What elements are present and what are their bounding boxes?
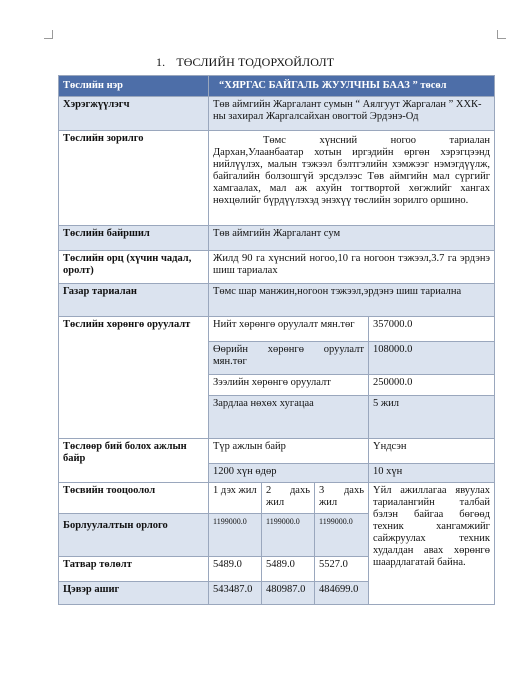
investment-item-value: 357000.0 — [369, 317, 495, 342]
land-label: Газар тариалан — [59, 284, 209, 317]
investment-item-name: Зардлаа нөхөх хугацаа — [209, 396, 369, 439]
profit-value-2: 480987.0 — [262, 582, 315, 605]
calc-note: Үйл ажиллагаа явуулах тариалангийн талбай бэлэн байгаа бөгөөд техник хангамжийг сайжруулах техник худалдан авах хөрөнгө шаардлагатай байна. — [369, 483, 495, 605]
investment-item-value: 5 жил — [369, 396, 495, 439]
project-summary-table — [58, 75, 495, 605]
calc-label: Төсвийн тооцоолол — [59, 483, 209, 514]
scope-value: Жилд 90 га хүнсний ногоо,10 га ногоон тэжээл,3.7 га эрдэнэ шиш тариалах — [209, 251, 495, 284]
section-heading — [156, 55, 334, 70]
page-corner-mark-left — [44, 30, 53, 39]
profit-label: Цэвэр ашиг — [59, 582, 209, 605]
investment-item-value: 108000.0 — [369, 342, 495, 375]
calc-year-3: 3 дахь жил — [315, 483, 369, 514]
table-row-land — [59, 284, 495, 317]
table-row-customer — [59, 97, 495, 131]
heading-number: 1. — [156, 55, 166, 69]
tax-value-1: 5489.0 — [209, 557, 262, 582]
sales-value-2: 1199000.0 — [262, 514, 315, 557]
jobs-item-name: 1200 хүн өдөр — [209, 464, 369, 483]
calc-year-2: 2 дахь жил — [262, 483, 315, 514]
jobs-item-value: Үндсэн — [369, 439, 495, 464]
sales-value-3: 1199000.0 — [315, 514, 369, 557]
investment-item-name: Нийт хөрөнгө оруулалт мян.төг — [209, 317, 369, 342]
profit-value-1: 543487.0 — [209, 582, 262, 605]
location-label: Төслийн байршил — [59, 226, 209, 251]
tax-label: Татвар төлөлт — [59, 557, 209, 582]
investment-item-name: Өөрийн хөрөнгө оруулалт мян.төг — [209, 342, 369, 375]
customer-label: Хэрэгжүүлэгч — [59, 97, 209, 131]
customer-value: Төв аймгийн Жаргалант сумын “ Аялгуут Жаргалан ” ХХК-ны захирал Жаргалсайхан овогтой Эрдэнэ-Од — [209, 97, 495, 131]
scope-label: Төслийн орц (хүчин чадал, оролт) — [59, 251, 209, 284]
header-value: “ХЯРГАС БАЙГАЛЬ ЖУУЛЧНЫ БААЗ ” төсөл — [209, 76, 495, 97]
investment-label: Төслийн хөрөнгө оруулалт — [59, 317, 209, 439]
table-row-scope — [59, 251, 495, 284]
jobs-label: Төслөөр бий болох ажлын байр — [59, 439, 209, 483]
heading-title: ТӨСЛИЙН ТОДОРХОЙЛОЛТ — [176, 55, 335, 69]
table-header-row — [59, 76, 495, 97]
land-value: Төмс шар манжин,ногоон тэжээл,эрдэнэ шиш тариална — [209, 284, 495, 317]
investment-item-name: Зээлийн хөрөнгө оруулалт — [209, 375, 369, 396]
goal-label: Төслийн зорилго — [59, 131, 209, 226]
jobs-item-value: 10 хүн — [369, 464, 495, 483]
jobs-item-name: Түр ажлын байр — [209, 439, 369, 464]
table-row-jobs-1 — [59, 439, 495, 464]
tax-value-3: 5527.0 — [315, 557, 369, 582]
location-value: Төв аймгийн Жаргалант сум — [209, 226, 495, 251]
goal-value: Төмс хүнсний ногоо тариалан Дархан,Улаанбаатар хотын иргэдийн өргөн хэрэгцээнд нийлүүлэх, малын тэжээл бэлтгэлийн хэмжээг нэмэгдүүлж, байгалийн болзошгүй эрсдэлээс Төв аймгийн мал сүргийг хамгаалах, мал аж ахуйн тогтвортой хөгжлийг хангах нөхцөлийг бүрдүүлэхэд энэхүү төслийн зорилго оршино. — [209, 131, 495, 226]
header-label: Төслийн нэр — [59, 76, 209, 97]
sales-value-1: 1199000.0 — [209, 514, 262, 557]
investment-item-value: 250000.0 — [369, 375, 495, 396]
calc-year-1: 1 дэх жил — [209, 483, 262, 514]
sales-label: Борлуулалтын орлого — [59, 514, 209, 557]
table-row-goal — [59, 131, 495, 226]
profit-value-3: 484699.0 — [315, 582, 369, 605]
tax-value-2: 5489.0 — [262, 557, 315, 582]
table-row-location — [59, 226, 495, 251]
page-corner-mark-right — [497, 30, 506, 39]
table-row-investment-1 — [59, 317, 495, 342]
table-row-calc — [59, 483, 495, 514]
